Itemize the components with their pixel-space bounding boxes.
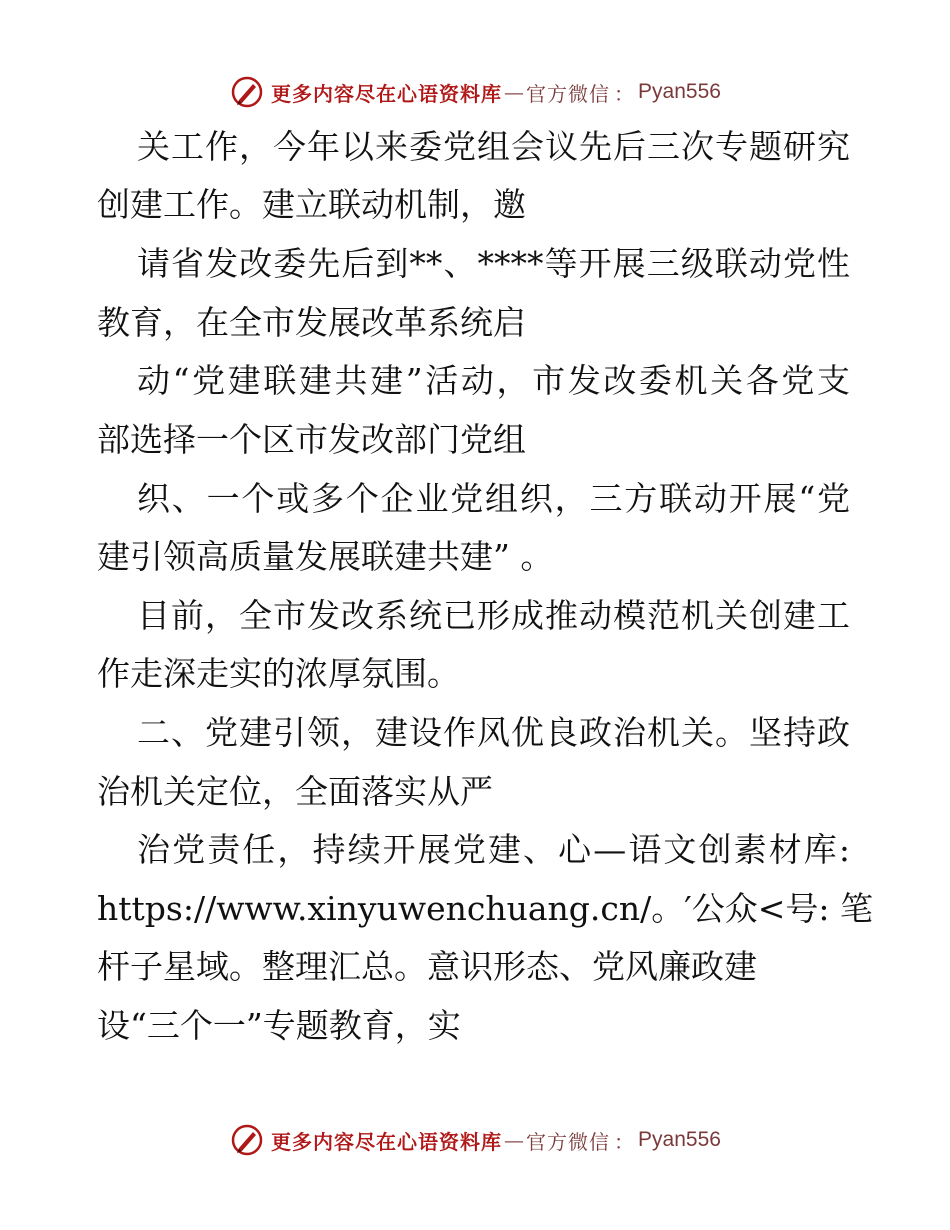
text-line: 设“三个一”专题教育，实 bbox=[97, 1006, 461, 1045]
banner-wechat-label: 官方微信 bbox=[526, 1129, 611, 1154]
text-line: 建引领高质量发展联建共建” 。 bbox=[97, 537, 554, 576]
pen-logo-icon bbox=[229, 1122, 265, 1158]
text-line: 二、党建引领，建设作风优良政治机关。坚持政 bbox=[137, 713, 850, 752]
banner-separator: — bbox=[504, 1128, 525, 1152]
text-line: 织、一个或多个企业党组织，三方联动开展“党 bbox=[137, 479, 850, 518]
banner-colon: ： bbox=[614, 1129, 635, 1154]
banner-wechat-id: Pyan556 bbox=[638, 1128, 721, 1151]
banner-site-name: 更多内容尽在心语资料库 bbox=[271, 1129, 503, 1154]
text-line: 杆子星域。整理汇总。意识形态、党风廉政建 bbox=[97, 947, 757, 986]
text-line: https://www.xinyuwenchuang.cn/。′公众<号: 笔 bbox=[97, 889, 873, 928]
text-line: 作走深走实的浓厚氛围。 bbox=[97, 654, 460, 693]
banner-site-name: 更多内容尽在心语资料库 bbox=[271, 81, 503, 106]
banner-colon: ： bbox=[614, 81, 635, 106]
footer-banner bbox=[0, 1120, 950, 1160]
banner-separator: — bbox=[504, 80, 525, 104]
text-line: 治党责任，持续开展党建、心—语文创素材库: bbox=[137, 830, 850, 869]
header-banner bbox=[0, 72, 950, 112]
text-line: 部选择一个区市发改部门党组 bbox=[97, 420, 526, 459]
text-line: 创建工作。建立联动机制，邀 bbox=[97, 185, 526, 224]
text-line: 动“党建联建共建”活动，市发改委机关各党支 bbox=[137, 361, 850, 400]
text-line: 关工作，今年以来委党组会议先后三次专题研究 bbox=[137, 127, 850, 166]
text-line: 教育，在全市发展改革系统启 bbox=[97, 303, 526, 342]
banner-wechat-label: 官方微信 bbox=[526, 81, 611, 106]
text-line: 治机关定位，全面落实从严 bbox=[97, 772, 493, 811]
pen-logo-icon bbox=[229, 74, 265, 110]
text-line: 请省发改委先后到**、****等开展三级联动党性 bbox=[137, 244, 850, 283]
text-line: 目前，全市发改系统已形成推动模范机关创建工 bbox=[137, 596, 850, 635]
banner-wechat-id: Pyan556 bbox=[638, 80, 721, 103]
